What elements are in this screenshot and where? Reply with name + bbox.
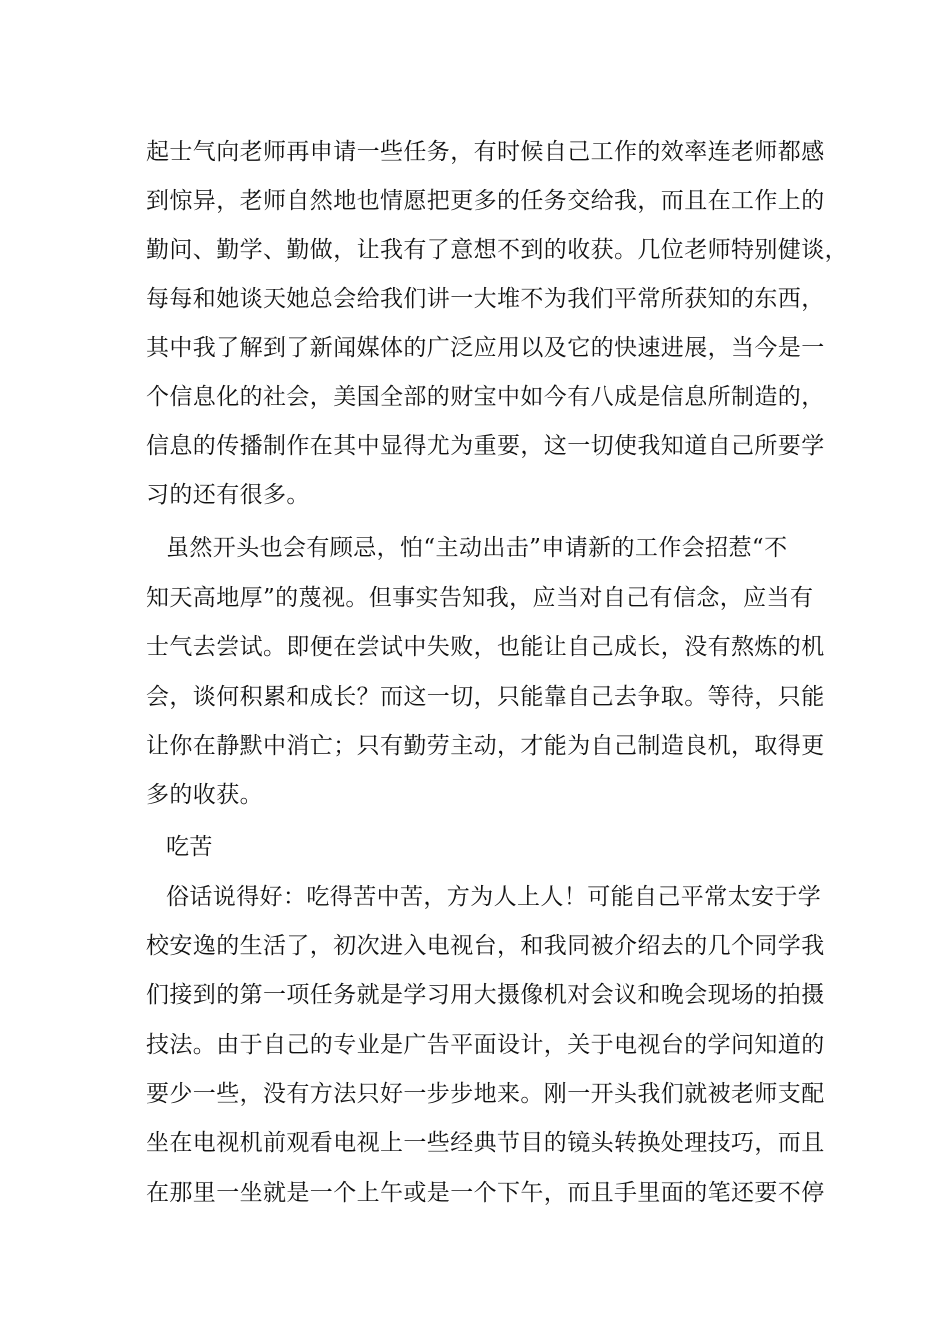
text-line: 起士气向老师再申请一些任务，有时候自己工作的效率连老师都感 [146,139,825,165]
text-line: 每每和她谈天她总会给我们讲一大堆不为我们平常所获知的东西， [146,286,825,312]
text-line: 勤问、勤学、勤做，让我有了意想不到的收获。几位老师特别健谈， [146,237,848,263]
paragraph-first-line: 虽然开头也会有顾忌，怕“主动出击”申请新的工作会招惹“不 [166,535,788,561]
text-line: 让你在静默中消亡；只有勤劳主动，才能为自己制造良机，取得更 [146,733,825,759]
text-line: 多的收获。 [146,782,263,808]
text-line: 坐在电视机前观看电视上一些经典节目的镜头转换处理技巧，而且 [146,1130,825,1156]
text-line: 信息的传播制作在其中显得尤为重要，这一切使我知道自己所要学 [146,433,825,459]
text-line: 们接到的第一项任务就是学习用大摄像机对会议和晚会现场的拍摄 [146,982,825,1008]
text-line: 到惊异，老师自然地也情愿把更多的任务交给我，而且在工作上的 [146,188,825,214]
text-line: 习的还有很多。 [146,482,310,508]
paragraph-first-line: 俗话说得好：吃得苦中苦，方为人上人！可能自己平常太安于学 [166,884,822,910]
text-line: 士气去尝试。即便在尝试中失败，也能让自己成长，没有熬炼的机 [146,634,825,660]
section-heading: 吃苦 [166,834,213,860]
text-line: 要少一些，没有方法只好一步步地来。刚一开头我们就被老师支配 [146,1081,825,1107]
text-line: 个信息化的社会，美国全部的财宝中如今有八成是信息所制造的， [146,384,825,410]
text-line: 会，谈何积累和成长？而这一切，只能靠自己去争取。等待，只能 [146,684,825,710]
text-line: 在那里一坐就是一个上午或是一个下午，而且手里面的笔还要不停 [146,1180,825,1206]
text-line: 校安逸的生活了，初次进入电视台，和我同被介绍去的几个同学我 [146,933,825,959]
text-line: 技法。由于自己的专业是广告平面设计，关于电视台的学问知道的 [146,1032,825,1058]
text-line: 其中我了解到了新闻媒体的广泛应用以及它的快速进展，当今是一 [146,335,825,361]
text-line: 知天高地厚”的蔑视。但事实告知我，应当对自己有信念，应当有 [146,585,814,611]
